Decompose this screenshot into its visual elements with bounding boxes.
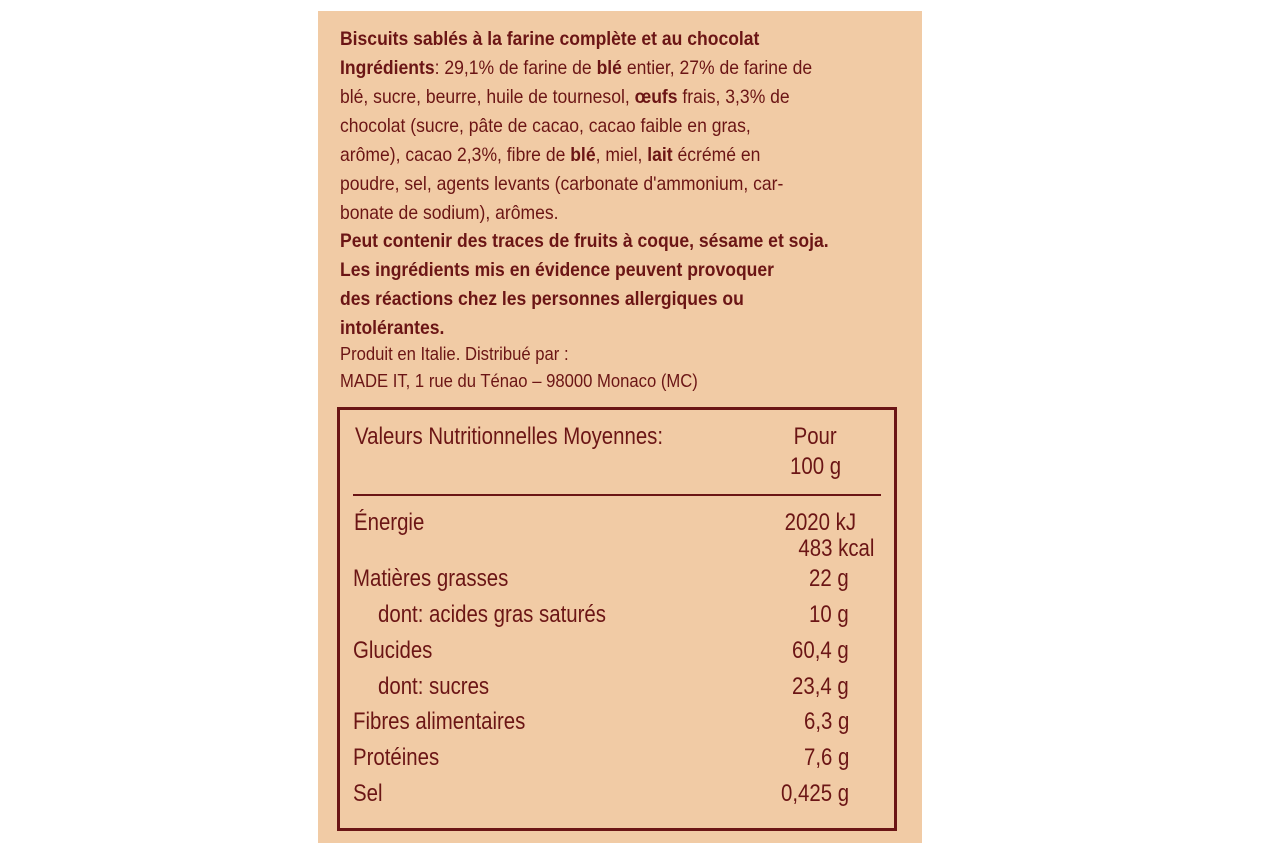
nutrient-value: 7,6 g xyxy=(803,744,849,771)
ingredient-text: poudre, sel, agents levants (carbonate d'ammonium, car- xyxy=(340,173,784,195)
product-label-panel xyxy=(318,11,922,843)
ingredient-text: blé, sucre, beurre, huile de tournesol, xyxy=(340,86,635,108)
nutrient-label: Sel xyxy=(353,780,383,807)
ingredient-text: , miel, xyxy=(595,144,648,166)
ingredient-text: frais, 3,3% de xyxy=(677,86,790,108)
ingredient-text: : 29,1% de farine de xyxy=(434,57,597,79)
ingredients-line xyxy=(340,112,751,141)
nutrient-label: dont: sucres xyxy=(378,673,490,700)
nutrition-header-per: Pour xyxy=(793,423,837,450)
allergen-line: intolérantes. xyxy=(340,317,445,339)
ingredients-line xyxy=(340,83,790,112)
ingredient-highlight: œufs xyxy=(634,86,678,108)
nutrition-header-label: Valeurs Nutritionnelles Moyennes: xyxy=(355,423,664,450)
nutrient-label: Protéines xyxy=(353,744,440,771)
origin-line-2: MADE IT, 1 rue du Ténao – 98000 Monaco (MC) xyxy=(340,370,698,391)
ingredients-line xyxy=(340,199,559,228)
allergen-line: Peut contenir des traces de fruits à coque, sésame et soja. xyxy=(340,230,829,252)
ingredient-highlight: blé xyxy=(596,57,622,79)
ingredient-text: bonate de sodium), arômes. xyxy=(340,202,559,224)
nutrient-label: Fibres alimentaires xyxy=(353,708,526,735)
ingredient-highlight: blé xyxy=(570,144,596,166)
energy-label: Énergie xyxy=(354,509,425,536)
nutrient-value: 23,4 g xyxy=(792,673,849,700)
ingredient-text: arôme), cacao 2,3%, fibre de xyxy=(340,144,571,166)
nutrient-value: 60,4 g xyxy=(792,637,849,664)
ingredients-line xyxy=(340,54,812,83)
ingredient-text: entier, 27% de farine de xyxy=(621,57,813,79)
ingredient-text: chocolat (sucre, pâte de cacao, cacao faible en gras, xyxy=(340,115,751,137)
ingredient-highlight: Ingrédients xyxy=(340,57,435,79)
nutrition-table xyxy=(337,407,897,831)
header-divider xyxy=(353,494,881,496)
ingredients-line xyxy=(340,170,783,199)
energy-kcal: 483 kcal xyxy=(798,535,874,562)
nutrient-value: 22 g xyxy=(809,565,849,592)
nutrient-label: Glucides xyxy=(353,637,433,664)
allergen-line: Les ingrédients mis en évidence peuvent provoquer xyxy=(340,259,774,281)
ingredients-line xyxy=(340,141,760,170)
nutrient-value: 10 g xyxy=(809,601,849,628)
origin-line-1: Produit en Italie. Distribué par : xyxy=(340,343,569,364)
nutrition-header-quantity: 100 g xyxy=(789,453,841,480)
ingredient-text: écrémé en xyxy=(672,144,761,166)
product-title: Biscuits sablés à la farine complète et au chocolat xyxy=(340,28,760,50)
allergen-line: des réactions chez les personnes allergiques ou xyxy=(340,288,744,310)
nutrient-value: 0,425 g xyxy=(780,780,849,807)
nutrient-label: dont: acides gras saturés xyxy=(378,601,606,628)
nutrient-value: 6,3 g xyxy=(803,708,849,735)
nutrient-label: Matières grasses xyxy=(353,565,509,592)
ingredient-highlight: lait xyxy=(647,144,673,166)
energy-kj: 2020 kJ xyxy=(784,509,856,536)
